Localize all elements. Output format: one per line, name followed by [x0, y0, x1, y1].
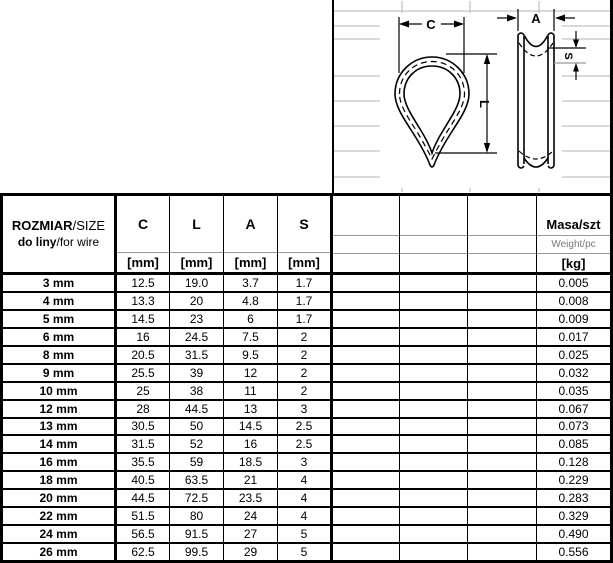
dim-label-s: S	[562, 52, 574, 60]
cell-size: 12 mm	[3, 401, 117, 417]
cell-size: 22 mm	[3, 508, 117, 524]
cell-size: 4 mm	[3, 293, 117, 309]
table-body	[3, 275, 610, 560]
cell-weight: 0.490	[558, 527, 589, 542]
cell-blank-1	[333, 275, 400, 291]
cell-c: 12.5	[117, 275, 170, 291]
table-row	[3, 436, 610, 454]
cell-size: 24 mm	[3, 526, 117, 542]
cell-weight: 0.025	[558, 347, 589, 362]
cell-blank-2	[400, 401, 468, 417]
cell-l: 19.0	[170, 275, 224, 291]
cell-c: 28	[117, 401, 170, 417]
cell-a: 13	[224, 401, 278, 417]
cell-size: 20 mm	[3, 490, 117, 506]
cell-blank-2	[400, 544, 468, 560]
drawing-background	[380, 13, 562, 188]
cell-weight: 0.067	[558, 401, 589, 416]
cell-s: 2	[278, 329, 333, 345]
thimble-technical-drawing	[332, 0, 613, 193]
cell-size: 16 mm	[3, 454, 117, 470]
cell-blank-1	[333, 347, 400, 363]
cell-blank-2	[400, 454, 468, 470]
cell-size: 8 mm	[3, 347, 117, 363]
header-unit-kg: [kg]	[537, 253, 610, 272]
cell-blank-1	[333, 436, 400, 452]
header-label-a: A	[245, 216, 256, 232]
cell-weight: 0.085	[558, 437, 589, 452]
cell-blank-3	[468, 490, 537, 506]
cell-size: 10 mm	[3, 383, 117, 399]
table-row	[3, 347, 610, 365]
cell-blank-1	[333, 293, 400, 309]
header-label-l: L	[192, 216, 201, 232]
cell-l: 50	[170, 419, 224, 435]
cell-size: 9 mm	[3, 365, 117, 381]
cell-blank-2	[400, 508, 468, 524]
cell-c: 16	[117, 329, 170, 345]
cell-blank-2	[400, 329, 468, 345]
cell-weight: 0.128	[558, 455, 589, 470]
table-row	[3, 490, 610, 508]
cell-weight: 0.229	[558, 473, 589, 488]
header-mass-sublabel: Weight/pc	[537, 235, 610, 253]
cell-size: 18 mm	[3, 472, 117, 488]
cell-size: 13 mm	[3, 419, 117, 435]
cell-blank-1	[333, 490, 400, 506]
cell-l: 99.5	[170, 544, 224, 560]
cell-s: 2.5	[278, 419, 333, 435]
cell-l: 63.5	[170, 472, 224, 488]
header-blank-3	[468, 196, 537, 272]
dim-label-a: A	[531, 11, 541, 26]
header-col-a	[224, 196, 278, 272]
dimensions-table	[0, 193, 613, 563]
cell-blank-3	[468, 347, 537, 363]
table-row	[3, 401, 610, 419]
header-unit-a: [mm]	[224, 252, 277, 272]
cell-s: 1.7	[278, 275, 333, 291]
cell-blank-3	[468, 293, 537, 309]
cell-l: 24.5	[170, 329, 224, 345]
cell-s: 3	[278, 401, 333, 417]
cell-weight: 0.283	[558, 491, 589, 506]
cell-size: 6 mm	[3, 329, 117, 345]
cell-a: 4.8	[224, 293, 278, 309]
cell-blank-3	[468, 311, 537, 327]
cell-weight: 0.008	[558, 293, 589, 308]
cell-c: 25	[117, 383, 170, 399]
header-blank-2	[400, 196, 468, 272]
cell-l: 39	[170, 365, 224, 381]
cell-l: 72.5	[170, 490, 224, 506]
cell-blank-1	[333, 472, 400, 488]
header-blank-1	[333, 196, 400, 272]
cell-l: 31.5	[170, 347, 224, 363]
header-size-line1: ROZMIAR/SIZE	[11, 218, 106, 233]
cell-a: 23.5	[224, 490, 278, 506]
cell-blank-3	[468, 544, 537, 560]
header-col-mass	[537, 196, 610, 272]
cell-blank-3	[468, 365, 537, 381]
cell-a: 29	[224, 544, 278, 560]
header-label-s: S	[299, 216, 309, 232]
cell-s: 4	[278, 508, 333, 524]
cell-blank-3	[468, 383, 537, 399]
cell-c: 25.5	[117, 365, 170, 381]
cell-s: 1.7	[278, 311, 333, 327]
cell-weight: 0.329	[558, 509, 589, 524]
cell-blank-3	[468, 436, 537, 452]
table-row	[3, 472, 610, 490]
header-unit-c: [mm]	[117, 252, 169, 272]
table-row	[3, 329, 610, 347]
cell-c: 56.5	[117, 526, 170, 542]
cell-s: 2	[278, 383, 333, 399]
table-row	[3, 526, 610, 544]
cell-size: 5 mm	[3, 311, 117, 327]
cell-c: 44.5	[117, 490, 170, 506]
cell-s: 4	[278, 472, 333, 488]
cell-blank-1	[333, 365, 400, 381]
dim-label-l: L	[477, 100, 492, 108]
cell-s: 2	[278, 365, 333, 381]
cell-a: 3.7	[224, 275, 278, 291]
cell-l: 38	[170, 383, 224, 399]
cell-blank-3	[468, 508, 537, 524]
cell-s: 2.5	[278, 436, 333, 452]
cell-s: 3	[278, 454, 333, 470]
cell-weight: 0.073	[558, 419, 589, 434]
cell-size: 14 mm	[3, 436, 117, 452]
cell-c: 13.3	[117, 293, 170, 309]
cell-blank-3	[468, 454, 537, 470]
cell-blank-3	[468, 419, 537, 435]
cell-blank-3	[468, 329, 537, 345]
cell-blank-1	[333, 526, 400, 542]
cell-blank-1	[333, 329, 400, 345]
cell-s: 5	[278, 526, 333, 542]
cell-c: 14.5	[117, 311, 170, 327]
cell-l: 59	[170, 454, 224, 470]
cell-blank-2	[400, 383, 468, 399]
header-col-s	[278, 196, 333, 272]
cell-c: 62.5	[117, 544, 170, 560]
table-row	[3, 419, 610, 437]
cell-c: 30.5	[117, 419, 170, 435]
cell-l: 20	[170, 293, 224, 309]
cell-weight: 0.005	[558, 275, 589, 290]
cell-blank-2	[400, 365, 468, 381]
cell-size: 3 mm	[3, 275, 117, 291]
cell-blank-2	[400, 526, 468, 542]
header-col-c	[117, 196, 170, 272]
cell-blank-1	[333, 508, 400, 524]
table-row	[3, 365, 610, 383]
cell-weight: 0.035	[558, 383, 589, 398]
table-row	[3, 383, 610, 401]
cell-l: 91.5	[170, 526, 224, 542]
cell-blank-2	[400, 311, 468, 327]
table-row	[3, 508, 610, 526]
cell-c: 35.5	[117, 454, 170, 470]
cell-a: 24	[224, 508, 278, 524]
cell-a: 21	[224, 472, 278, 488]
header-size-line2: do liny/for wire	[17, 235, 100, 249]
cell-s: 2	[278, 347, 333, 363]
cell-a: 9.5	[224, 347, 278, 363]
cell-a: 7.5	[224, 329, 278, 345]
cell-blank-2	[400, 419, 468, 435]
header-col-l	[170, 196, 224, 272]
cell-c: 31.5	[117, 436, 170, 452]
cell-c: 51.5	[117, 508, 170, 524]
cell-weight: 0.032	[558, 365, 589, 380]
thimble-drawing-svg	[334, 0, 610, 193]
cell-blank-1	[333, 311, 400, 327]
cell-l: 80	[170, 508, 224, 524]
cell-a: 12	[224, 365, 278, 381]
cell-a: 11	[224, 383, 278, 399]
cell-s: 5	[278, 544, 333, 560]
header-mass-label: Masa/szt	[546, 217, 601, 232]
cell-blank-3	[468, 401, 537, 417]
cell-size: 26 mm	[3, 544, 117, 560]
table-header	[3, 196, 610, 275]
cell-c: 20.5	[117, 347, 170, 363]
cell-s: 4	[278, 490, 333, 506]
cell-blank-1	[333, 419, 400, 435]
cell-a: 27	[224, 526, 278, 542]
table-row	[3, 454, 610, 472]
dim-label-c: C	[426, 17, 436, 32]
cell-blank-1	[333, 454, 400, 470]
cell-blank-2	[400, 347, 468, 363]
cell-s: 1.7	[278, 293, 333, 309]
cell-a: 16	[224, 436, 278, 452]
cell-weight: 0.556	[558, 545, 589, 560]
cell-blank-3	[468, 526, 537, 542]
cell-blank-1	[333, 401, 400, 417]
cell-l: 23	[170, 311, 224, 327]
cell-l: 44.5	[170, 401, 224, 417]
table-row	[3, 544, 610, 560]
cell-c: 40.5	[117, 472, 170, 488]
header-label-c: C	[137, 216, 149, 232]
cell-blank-1	[333, 383, 400, 399]
header-unit-l: [mm]	[170, 252, 223, 272]
cell-weight: 0.009	[558, 311, 589, 326]
cell-a: 18.5	[224, 454, 278, 470]
cell-blank-2	[400, 436, 468, 452]
header-unit-s: [mm]	[278, 252, 330, 272]
cell-blank-3	[468, 275, 537, 291]
table-row	[3, 311, 610, 329]
cell-a: 14.5	[224, 419, 278, 435]
cell-blank-2	[400, 275, 468, 291]
cell-l: 52	[170, 436, 224, 452]
cell-blank-2	[400, 293, 468, 309]
cell-a: 6	[224, 311, 278, 327]
cell-weight: 0.017	[558, 329, 589, 344]
cell-blank-1	[333, 544, 400, 560]
table-row	[3, 293, 610, 311]
cell-blank-3	[468, 472, 537, 488]
cell-blank-2	[400, 490, 468, 506]
table-row	[3, 275, 610, 293]
cell-blank-2	[400, 472, 468, 488]
header-size-cell	[3, 196, 117, 272]
